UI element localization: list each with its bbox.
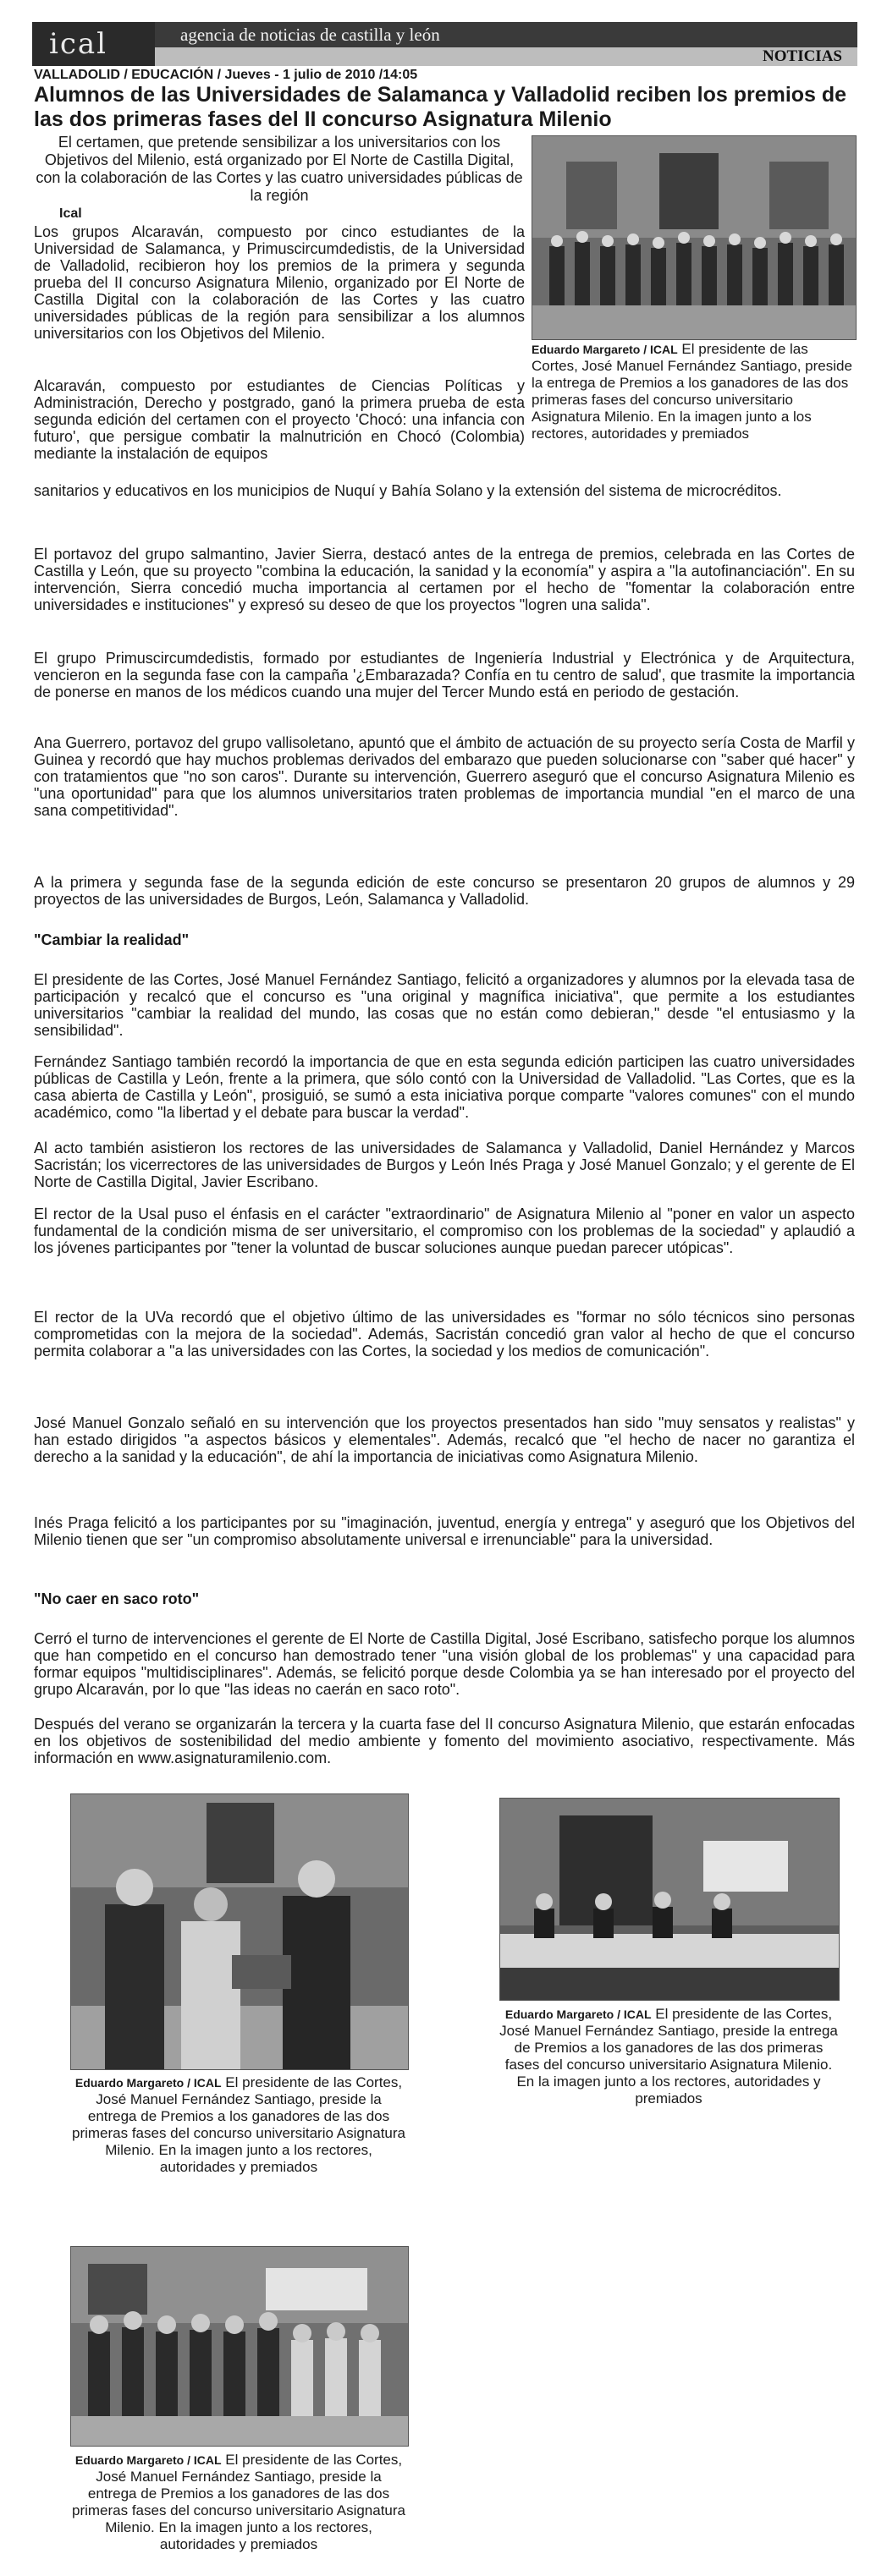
paragraph: Al acto también asistieron los rectores de las universidades de Salamanca y Valladolid, Daniel Hernández y Marcos Sacristán; los vicerrectores de las universidades de Burgos y León Inés Praga y José Manuel Gonzalo; y el gerente de El Norte de Castilla Digital, Javier Escribano. bbox=[34, 1140, 855, 1190]
paragraph: sanitarios y educativos en los municipios de Nuquí y Bahía Solano y la extensión del sistema de microcréditos. bbox=[34, 482, 782, 499]
paragraph: A la primera y segunda fase de la segunda edición de este concurso se presentaron 20 grupos de alumnos y 29 proyectos de las universidades de Burgos, León, Salamanca y Valladolid. bbox=[34, 874, 855, 908]
paragraph: El rector de la UVa recordó que el objetivo último de las universidades es "formar no sólo técnicos sino personas comprometidas con la mejora de la sociedad". Además, Sacristán concedió gran valor al hecho de que el concurso permita colaborar a "a las universidades con las Cortes, la sociedad y los medios de comunicación". bbox=[34, 1309, 855, 1359]
photo-caption-text: El presidente de las Cortes, José Manuel Fernández Santiago, preside la entrega de Premios a los ganadores de las dos primeras fases del concurso universitario Asignatura Milenio. En la imagen junto a los rectores, autoridades y premiados bbox=[71, 2074, 406, 2175]
photo-caption-top bbox=[532, 341, 857, 442]
paragraph: José Manuel Gonzalo señaló en su intervención que los proyectos presentados han sido "muy sensatos y realistas" y han estado dirigidos "a aspectos básicos y elementales". Además, recalcó que "el hecho de nacer no garantiza el derecho a la sanidad y la educación", de ahí la importancia de iniciativas como Asignatura Milenio. bbox=[34, 1414, 855, 1465]
source-tag: Ical bbox=[59, 206, 82, 221]
photo-credit: Eduardo Margareto / ICAL bbox=[74, 2076, 222, 2090]
photo-group-top bbox=[532, 135, 857, 340]
photo-caption-text: El presidente de las Cortes, José Manuel Fernández Santiago, preside la entrega de Premios a los ganadores de las dos primeras fases del concurso universitario Asignatura Milenio. En la imagen junto a los rectores, autoridades y premiados bbox=[532, 341, 852, 442]
paragraph: Inés Praga felicitó a los participantes por su "imaginación, juventud, energía y entrega" y aseguró que los Objetivos del Milenio tienen que ser "un compromiso absolutamente universal e irrenunciable" para la universidad. bbox=[34, 1514, 855, 1548]
paragraph: Los grupos Alcaraván, compuesto por cinco estudiantes de la Universidad de Salamanca, y Primuscircumdedistis, de la Universidad de Valladolid, recibieron hoy los premios de la primera y segunda prueba del II concurso Asignatura Milenio, organizado por El Norte de Castilla Digital con la colaboración de las Cortes y las cuatro universidades públicas de la región para sensibilizar a los alumnos universitarios con los Objetivos del Milenio. bbox=[34, 223, 525, 342]
photo-caption bbox=[499, 2006, 838, 2107]
subhead: "Cambiar la realidad" bbox=[34, 931, 190, 948]
paragraph: Cerró el turno de intervenciones el gerente de El Norte de Castilla Digital, José Escribano, satisfecho porque los alumnos que han competido en el concurso han demostrado tener "una visión global de los problemas" y una capacidad para formar equipos "multidisciplinares". Además, se felicitó porque desde Colombia ya se han interesado por el proyecto del grupo Alcaraván, por lo que "las ideas no caerán en saco roto". bbox=[34, 1630, 855, 1698]
section-label: NOTICIAS bbox=[155, 47, 857, 66]
photo-winners-group bbox=[70, 2246, 409, 2447]
photo-credit: Eduardo Margareto / ICAL bbox=[504, 2008, 652, 2021]
photo-caption bbox=[70, 2074, 407, 2176]
paragraph: El rector de la Usal puso el énfasis en el carácter "extraordinario" de Asignatura Milenio al "poner en valor un aspecto fundamental de la condición misma de ser universitario, el compromiso con los problemas de la sociedad" y aplaudió a los jóvenes participantes por "tener la voluntad de buscar soluciones aunque puedan parecer utópicas". bbox=[34, 1206, 855, 1256]
paragraph: El grupo Primuscircumdedistis, formado por estudiantes de Ingeniería Industrial y Electrónica y de Arquitectura, vencieron en la segunda fase con la campaña '¿Embarazada? Confía en tu centro de salud', que trasmite la importancia de ponerse en manos de los médicos cuando una mujer del Tercer Mundo está en periodo de gestación. bbox=[34, 650, 855, 700]
dateline: VALLADOLID / EDUCACIÓN / Jueves - 1 julio de 2010 /14:05 bbox=[34, 68, 418, 82]
subhead: "No caer en saco roto" bbox=[34, 1590, 200, 1607]
paragraph: Fernández Santiago también recordó la importancia de que en esta segunda edición participen las cuatro universidades públicas de Castilla y León, frente a la primera, que sólo contó con la Universidad de Valladolid. "Las Cortes, que es la casa abierta de Castilla y León", prosiguió, se sumó a esta iniciativa porque comparte "valores comunes" con el mundo académico, como "la libertad y el debate para buscar la verdad". bbox=[34, 1053, 855, 1121]
photo-caption bbox=[70, 2452, 407, 2553]
agency-header bbox=[32, 22, 857, 66]
paragraph: El presidente de las Cortes, José Manuel Fernández Santiago, felicitó a organizadores y alumnos por la elevada tasa de participación y recalcó que el concurso es "una original y magnífica iniciativa", que permite a los estudiantes universitarios "cambiar la realidad del mundo, las cosas que no están como debieran," desde "el entusiasmo y la sensibilidad". bbox=[34, 971, 855, 1039]
paragraph: Después del verano se organizarán la tercera y la cuarta fase del II concurso Asignatura Milenio, que estarán enfocadas en los objetivos de sostenibilidad del medio ambiente y fomento del movimiento asociativo, respectivamente. Más información en www.asignaturamilenio.com. bbox=[34, 1716, 855, 1766]
paragraph: Alcaraván, compuesto por estudiantes de Ciencias Políticas y Administración, Derecho y postgrado, ganó la primera prueba de esta segunda edición del certamen con el proyecto 'Chocó: una infancia con futuro', que persigue combatir la malnutrición en Chocó (Colombia) mediante la instalación de equipos bbox=[34, 377, 525, 462]
ical-logo: ical bbox=[32, 22, 155, 66]
agency-name: agencia de noticias de castilla y león bbox=[155, 22, 857, 47]
photo-caption-text: El presidente de las Cortes, José Manuel Fernández Santiago, preside la entrega de Premios a los ganadores de las dos primeras fases del concurso universitario Asignatura Milenio. En la imagen junto a los rectores, autoridades y premiados bbox=[499, 2006, 838, 2106]
paragraph: Ana Guerrero, portavoz del grupo vallisoletano, apuntó que el ámbito de actuación de su proyecto sería Costa de Marfil y Guinea y recordó que hay muchos problemas derivados del embarazo que pueden solucionarse con "saber qué hacer" y con tratamientos que "no son caros". Durante su intervención, Guerrero aseguró que el concurso Asignatura Milenio es "una oportunidad" para que los alumnos universitarios traten problemas de importancia mundial "en el marco de una sana competitividad". bbox=[34, 734, 855, 819]
photo-credit: Eduardo Margareto / ICAL bbox=[74, 2453, 222, 2467]
photo-award-handover bbox=[70, 1793, 409, 2070]
photo-presidency-table bbox=[499, 1798, 840, 2001]
headline: Alumnos de las Universidades de Salamanca y Valladolid reciben los premios de las dos primeras fases del II concurso Asignatura Milenio bbox=[34, 83, 847, 131]
paragraph: El portavoz del grupo salmantino, Javier Sierra, destacó antes de la entrega de premios, celebrada en las Cortes de Castilla y León, que su proyecto "combina la educación, la sanidad y la economía" y aspira a "la autofinanciación". En su intervención, Sierra concedió mucha importancia al certamen por el hecho de "fomentar la colaboración entre universidades e instituciones" y expresó su deseo de que los proyectos "logren una salida". bbox=[34, 546, 855, 613]
photo-caption-text: El presidente de las Cortes, José Manuel Fernández Santiago, preside la entrega de Premios a los ganadores de las dos primeras fases del concurso universitario Asignatura Milenio. En la imagen junto a los rectores, autoridades y premiados bbox=[71, 2452, 406, 2552]
photo-credit: Eduardo Margareto / ICAL bbox=[532, 343, 678, 356]
subtitle: El certamen, que pretende sensibilizar a los universitarios con los Objetivos del Milenio, está organizado por El Norte de Castilla Digital, con la colaboración de las Cortes y las cuatro universidades públicas de la región bbox=[36, 134, 523, 204]
